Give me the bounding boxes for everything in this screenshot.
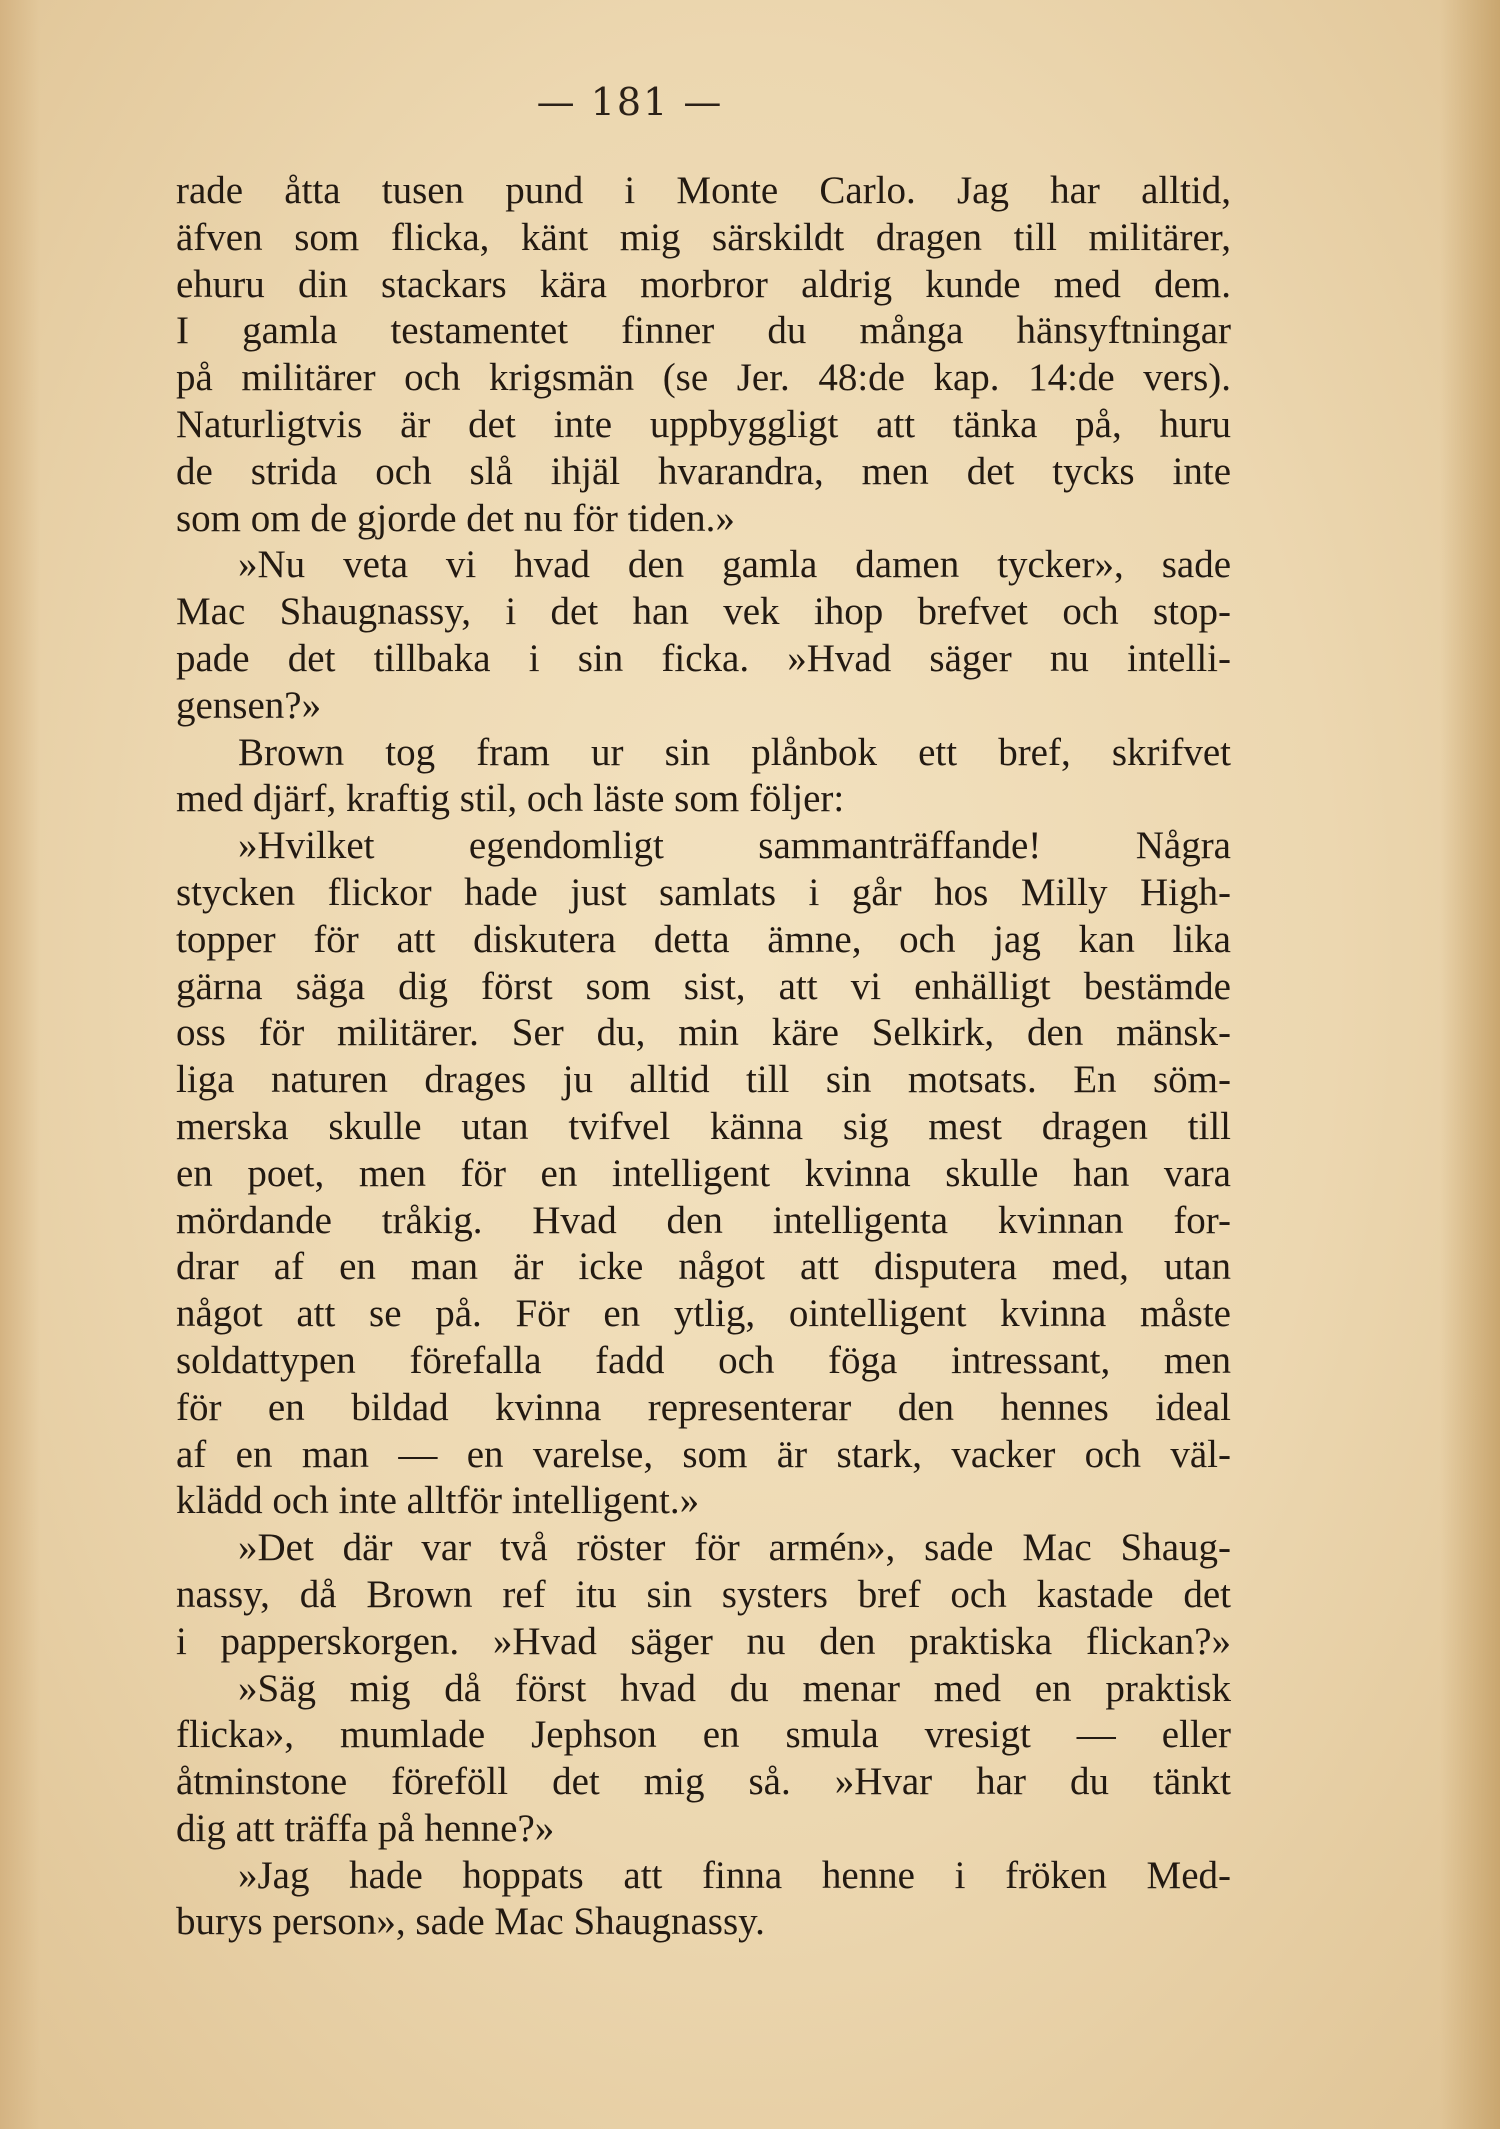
text-line: nassy, då Brown ref itu sin systers bref och kastade det (176, 1572, 1231, 1616)
page-number: — 181 — (536, 80, 724, 124)
text-line: för en bildad kvinna representerar den hennes ideal (176, 1385, 1231, 1429)
page-left-shading (0, 0, 40, 2129)
body-text (176, 168, 1231, 1946)
text-line: Mac Shaugnassy, i det han vek ihop brefvet och stop- (176, 590, 1231, 634)
text-line: merska skulle utan tvifvel känna sig mest dragen till (176, 1104, 1231, 1148)
text-line: en poet, men för en intelligent kvinna skulle han vara (176, 1151, 1231, 1195)
text-line: som om de gjorde det nu för tiden.» (176, 496, 735, 540)
text-line: »Det där var två röster för armén», sade Mac Shaug- (238, 1526, 1231, 1570)
text-line: »Jag hade hoppats att finna henne i fröken Med- (238, 1853, 1231, 1897)
text-line: topper för att diskutera detta ämne, och jag kan lika (176, 917, 1231, 961)
text-line: på militärer och krigsmän (se Jer. 48:de kap. 14:de vers). (176, 356, 1231, 400)
text-line: stycken flickor hade just samlats i går hos Milly High- (176, 870, 1231, 914)
text-line: med djärf, kraftig stil, och läste som följer: (176, 777, 845, 821)
text-line: soldattypen förefalla fadd och föga intressant, men (176, 1338, 1231, 1382)
text-line: flicka», mumlade Jephson en smula vresigt — eller (176, 1713, 1231, 1757)
text-line: dig att träffa på henne?» (176, 1806, 555, 1850)
text-line: I gamla testamentet finner du många hänsyftningar (176, 309, 1231, 353)
text-line: något att se på. För en ytlig, ointelligent kvinna måste (176, 1292, 1231, 1336)
text-line: pade det tillbaka i sin ficka. »Hvad säger nu intelli- (176, 636, 1231, 680)
text-line: gärna säga dig först som sist, att vi enhälligt bestämde (176, 964, 1231, 1008)
text-line: Brown tog fram ur sin plånbok ett bref, skrifvet (238, 730, 1231, 774)
text-line: »Nu veta vi hvad den gamla damen tycker», sade (238, 543, 1231, 587)
text-line: »Säg mig då först hvad du menar med en praktisk (238, 1666, 1231, 1710)
text-line: mördande tråkig. Hvad den intelligenta kvinnan for- (176, 1198, 1231, 1242)
text-line: »Hvilket egendomligt sammanträffande! Några (238, 824, 1231, 868)
text-line: åtminstone föreföll det mig så. »Hvar har du tänkt (176, 1760, 1231, 1804)
text-line: drar af en man är icke något att disputera med, utan (176, 1245, 1231, 1289)
text-line: oss för militärer. Ser du, min käre Selkirk, den mänsk- (176, 1011, 1231, 1055)
text-line: äfven som flicka, känt mig särskildt dragen till militärer, (176, 215, 1231, 259)
text-line: i papperskorgen. »Hvad säger nu den praktiska flickan?» (176, 1619, 1231, 1663)
text-line: af en man — en varelse, som är stark, vacker och väl- (176, 1432, 1231, 1476)
text-line: liga naturen drages ju alltid till sin motsats. En söm- (176, 1058, 1231, 1102)
text-line: rade åtta tusen pund i Monte Carlo. Jag har alltid, (176, 169, 1231, 212)
page-right-shading (1440, 0, 1500, 2129)
text-line: Naturligtvis är det inte uppbyggligt att tänka på, huru (176, 402, 1231, 446)
text-line: klädd och inte alltför intelligent.» (176, 1479, 700, 1523)
text-line: gensen?» (176, 683, 322, 727)
text-line: burys person», sade Mac Shaugnassy. (176, 1900, 765, 1944)
text-line: ehuru din stackars kära morbror aldrig kunde med dem. (176, 262, 1231, 306)
text-line: de strida och slå ihjäl hvarandra, men det tycks inte (176, 449, 1231, 493)
